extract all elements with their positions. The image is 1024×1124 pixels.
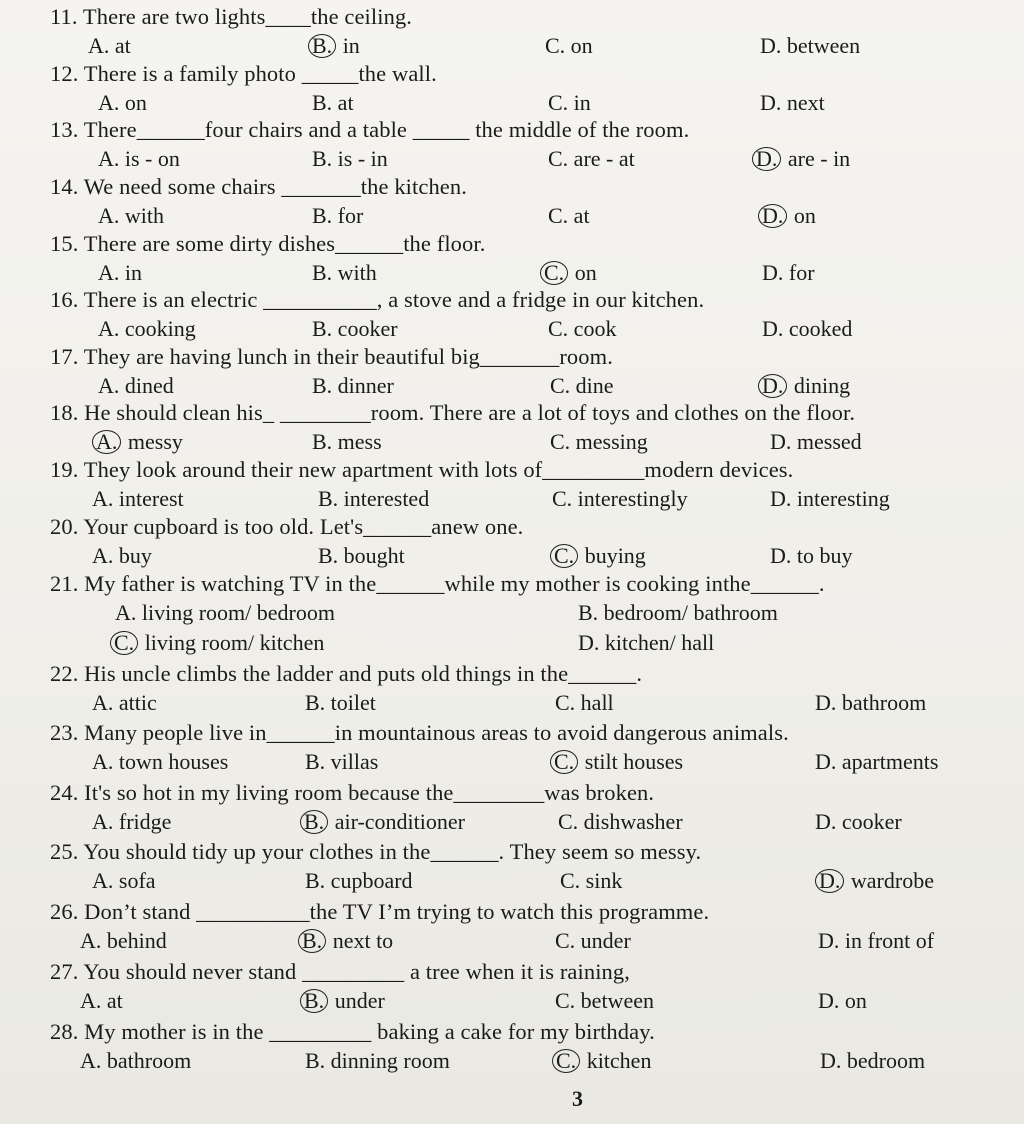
circled-answer-mark: C. — [110, 631, 138, 655]
answer-option-a: A. is - on — [98, 146, 180, 171]
answer-option-a: A. buy — [92, 543, 152, 568]
answer-option-c: C. hall — [555, 690, 614, 715]
question-14 — [0, 172, 1024, 229]
answer-option-d: D. in front of — [818, 928, 935, 953]
answer-option-d: D. kitchen/ hall — [578, 630, 715, 655]
question-13 — [0, 115, 1024, 172]
question-stem: 27. You should never stand _________ a tree when it is raining, — [50, 959, 630, 984]
option-text: next to — [327, 928, 394, 953]
answer-option-b — [300, 988, 385, 1014]
answer-option-b: B. for — [312, 203, 364, 228]
answer-option-b: B. bought — [318, 543, 405, 568]
circled-answer-mark: B. — [300, 810, 328, 834]
answer-option-b: B. mess — [312, 429, 382, 454]
answer-option-d: D. for — [762, 260, 815, 285]
question-stem: 28. My mother is in the _________ baking a cake for my birthday. — [50, 1019, 655, 1044]
question-stem: 17. They are having lunch in their beautiful big_______room. — [50, 344, 613, 369]
answer-option-c: C. dine — [550, 373, 614, 398]
circled-answer-mark: D. — [815, 869, 844, 893]
answer-option-c: C. are - at — [548, 146, 635, 171]
answer-option-a: A. bathroom — [80, 1048, 192, 1073]
answer-option-d — [815, 868, 934, 894]
option-text: dining — [788, 373, 851, 398]
question-15 — [0, 229, 1024, 286]
circled-answer-mark: C. — [550, 750, 578, 774]
answer-option-a: A. sofa — [92, 868, 156, 893]
answer-option-c: C. on — [545, 33, 593, 58]
answer-option-c: C. messing — [550, 429, 648, 454]
answer-option-c: C. interestingly — [552, 486, 688, 511]
question-stem: 13. There______four chairs and a table _____ the middle of the room. — [50, 117, 690, 142]
option-text: living room/ kitchen — [139, 630, 325, 655]
question-22 — [0, 659, 1024, 716]
answer-option-b: B. cooker — [312, 316, 398, 341]
question-25 — [0, 837, 1024, 894]
question-stem: 21. My father is watching TV in the______while my mother is cooking inthe______. — [50, 571, 825, 596]
answer-option-b — [300, 809, 465, 835]
question-stem: 16. There is an electric __________, a stove and a fridge in our kitchen. — [50, 287, 705, 312]
question-stem: 20. Your cupboard is too old. Let's______anew one. — [50, 514, 524, 539]
question-17 — [0, 342, 1024, 399]
option-text: are - in — [782, 146, 851, 171]
answer-option-a: A. town houses — [92, 749, 229, 774]
option-text: under — [329, 988, 385, 1013]
answer-option-c — [550, 749, 683, 775]
answer-option-b: B. at — [312, 90, 354, 115]
answer-option-a: A. living room/ bedroom — [115, 600, 335, 625]
question-21 — [0, 569, 1024, 655]
answer-option-c: C. dishwasher — [558, 809, 683, 834]
question-stem: 15. There are some dirty dishes______the floor. — [50, 231, 486, 256]
circled-answer-mark: A. — [92, 430, 121, 454]
question-stem: 19. They look around their new apartment with lots of_________modern devices. — [50, 457, 794, 482]
question-16 — [0, 285, 1024, 342]
answer-option-a: A. dined — [98, 373, 174, 398]
answer-option-b — [308, 33, 360, 59]
answer-option-d: D. next — [760, 90, 825, 115]
answer-option-d — [758, 203, 816, 229]
circled-answer-mark: C. — [552, 1049, 580, 1073]
answer-option-a: A. behind — [80, 928, 167, 953]
question-12 — [0, 59, 1024, 116]
option-text: stilt houses — [579, 749, 684, 774]
option-text: kitchen — [581, 1048, 652, 1073]
circled-answer-mark: B. — [300, 989, 328, 1013]
option-text: on — [788, 203, 816, 228]
answer-option-d: D. apartments — [815, 749, 939, 774]
answer-option-d: D. to buy — [770, 543, 853, 568]
question-stem: 14. We need some chairs _______the kitchen. — [50, 174, 467, 199]
option-text: in — [337, 33, 360, 58]
question-11 — [0, 2, 1024, 59]
question-27 — [0, 957, 1024, 1014]
answer-option-d: D. cooked — [762, 316, 853, 341]
answer-option-c: C. at — [548, 203, 590, 228]
answer-option-c: C. under — [555, 928, 631, 953]
answer-option-b: B. interested — [318, 486, 430, 511]
answer-option-d: D. between — [760, 33, 861, 58]
answer-option-c: C. sink — [560, 868, 623, 893]
answer-option-c — [540, 260, 597, 286]
circled-answer-mark: B. — [308, 34, 336, 58]
question-stem: 23. Many people live in______in mountainous areas to avoid dangerous animals. — [50, 720, 789, 745]
circled-answer-mark: C. — [540, 261, 568, 285]
question-stem: 18. He should clean his_ ________room. There are a lot of toys and clothes on the floor. — [50, 400, 856, 425]
answer-option-d: D. bedroom — [820, 1048, 926, 1073]
answer-option-b: B. dinner — [312, 373, 394, 398]
answer-option-b: B. cupboard — [305, 868, 413, 893]
answer-option-d: D. cooker — [815, 809, 902, 834]
answer-option-c — [552, 1048, 651, 1074]
answer-option-c: C. cook — [548, 316, 617, 341]
answer-option-d: D. interesting — [770, 486, 890, 511]
question-stem: 11. There are two lights____the ceiling. — [50, 4, 413, 29]
answer-option-d — [752, 146, 850, 172]
answer-option-b — [298, 928, 393, 954]
option-text: buying — [579, 543, 646, 568]
page-number: 3 — [572, 1086, 583, 1111]
answer-option-a: A. at — [80, 988, 123, 1013]
answer-option-a: A. at — [88, 33, 131, 58]
question-26 — [0, 897, 1024, 954]
answer-option-b: B. villas — [305, 749, 379, 774]
answer-option-d: D. on — [818, 988, 867, 1013]
question-24 — [0, 778, 1024, 835]
circled-answer-mark: C. — [550, 544, 578, 568]
answer-option-d: D. bathroom — [815, 690, 927, 715]
circled-answer-mark: B. — [298, 929, 326, 953]
answer-option-a: A. on — [98, 90, 147, 115]
circled-answer-mark: D. — [758, 374, 787, 398]
answer-option-a: A. in — [98, 260, 142, 285]
option-text: messy — [122, 429, 183, 454]
answer-option-a: A. interest — [92, 486, 184, 511]
question-28 — [0, 1017, 1024, 1074]
answer-option-a: A. fridge — [92, 809, 172, 834]
question-20 — [0, 512, 1024, 569]
answer-option-c: C. between — [555, 988, 654, 1013]
answer-option-a: A. with — [98, 203, 164, 228]
answer-option-d — [758, 373, 850, 399]
question-stem: 26. Don’t stand __________the TV I’m trying to watch this programme. — [50, 899, 710, 924]
answer-option-b: B. is - in — [312, 146, 388, 171]
answer-option-b: B. with — [312, 260, 377, 285]
answer-option-b: B. toilet — [305, 690, 376, 715]
answer-option-b: B. bedroom/ bathroom — [578, 600, 778, 625]
question-18 — [0, 398, 1024, 455]
option-text: wardrobe — [845, 868, 934, 893]
option-text: on — [569, 260, 597, 285]
circled-answer-mark: D. — [752, 147, 781, 171]
question-stem: 22. His uncle climbs the ladder and puts old things in the______. — [50, 661, 643, 686]
question-23 — [0, 718, 1024, 775]
answer-option-c: C. in — [548, 90, 591, 115]
question-stem: 12. There is a family photo _____the wall. — [50, 61, 437, 86]
option-text: air-conditioner — [329, 809, 465, 834]
answer-option-b: B. dinning room — [305, 1048, 450, 1073]
question-stem: 24. It's so hot in my living room because the________was broken. — [50, 780, 655, 805]
answer-option-a: A. attic — [92, 690, 157, 715]
question-19 — [0, 455, 1024, 512]
answer-option-d: D. messed — [770, 429, 862, 454]
answer-option-a — [92, 429, 183, 455]
answer-option-a: A. cooking — [98, 316, 196, 341]
question-stem: 25. You should tidy up your clothes in the______. They seem so messy. — [50, 839, 702, 864]
circled-answer-mark: D. — [758, 204, 787, 228]
answer-option-c — [550, 543, 646, 569]
answer-option-c — [110, 630, 324, 656]
